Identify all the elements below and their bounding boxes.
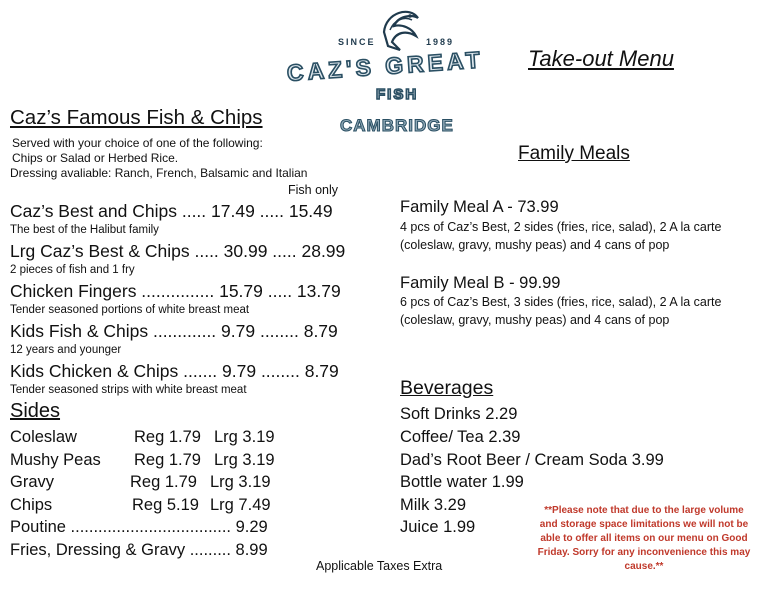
dressing-text: Dressing avaliable: Ranch, French, Balsamic and Italian (10, 166, 308, 180)
family-meal-title: Family Meal A - 73.99 (400, 198, 559, 216)
poutine-line: Poutine ................................... 9.29 (10, 518, 268, 536)
list-item: Kids Fish & Chips ............. 9.79 ........ 8.79 (10, 321, 338, 341)
side-lrg: Lrg 3.19 (214, 451, 275, 469)
fish-only-label: Fish only (288, 183, 339, 197)
family-meals-heading: Family Meals (518, 143, 630, 164)
side-reg: Reg 1.79 (134, 428, 201, 446)
side-name: Gravy (10, 473, 55, 491)
logo-city: CAMBRIDGE (340, 116, 454, 135)
family-meal-desc: (coleslaw, gravy, mushy peas) and 4 cans of pop (400, 313, 670, 327)
side-name: Chips (10, 496, 53, 514)
beverages-heading: Beverages (400, 377, 494, 399)
list-item: Juice 1.99 (400, 518, 476, 536)
fries-dressing-gravy-line: Fries, Dressing & Gravy ......... 8.99 (10, 541, 268, 559)
side-name: Mushy Peas (10, 451, 101, 469)
logo-since: SINCE (338, 37, 376, 47)
side-lrg: Lrg 3.19 (214, 428, 275, 446)
side-name: Coleslaw (10, 428, 77, 446)
served-text: Served with your choice of one of the following: (12, 136, 263, 150)
list-item: Chicken Fingers ............... 15.79 ..... 13.79 (10, 281, 341, 301)
list-item-desc: 12 years and younger (10, 344, 122, 356)
fish-chips-heading: Caz’s Famous Fish & Chips (10, 106, 263, 129)
list-item-desc: 2 pieces of fish and 1 fry (10, 264, 135, 276)
family-meal-title: Family Meal B - 99.99 (400, 274, 561, 292)
list-item-desc: Tender seasoned strips with white breast meat (10, 384, 247, 396)
fish-icon (376, 2, 424, 52)
side-reg: Reg 1.79 (134, 451, 201, 469)
list-item: Caz’s Best and Chips ..... 17.49 ..... 15.49 (10, 201, 333, 221)
list-item: Dad’s Root Beer / Cream Soda 3.99 (400, 451, 664, 469)
logo-year: 1989 (426, 37, 455, 47)
good-friday-notice: **Please note that due to the large volume and storage space limitations we will not be able to offer all items on our menu on Good Friday. Sorry for any inconvenience this may cause.** (537, 505, 751, 572)
menu-title: Take-out Menu (528, 46, 674, 71)
taxes-note: Applicable Taxes Extra (316, 559, 443, 573)
choices-text: Chips or Salad or Herbed Rice. (12, 151, 179, 165)
list-item: Soft Drinks 2.29 (400, 405, 518, 423)
list-item: Milk 3.29 (400, 496, 467, 514)
side-reg: Reg 1.79 (130, 473, 197, 491)
list-item: Lrg Caz’s Best & Chips ..... 30.99 ..... 28.99 (10, 241, 346, 261)
family-meal-desc: (coleslaw, gravy, mushy peas) and 4 cans of pop (400, 238, 670, 252)
list-item: Coffee/ Tea 2.39 (400, 428, 521, 446)
family-meal-desc: 4 pcs of Caz’s Best, 2 sides (fries, rice, salad), 2 A la carte (400, 220, 722, 234)
logo-name-line2: FISH (376, 86, 419, 103)
side-reg: Reg 5.19 (132, 496, 199, 514)
list-item-desc: The best of the Halibut family (10, 224, 159, 236)
family-meal-desc: 6 pcs of Caz’s Best, 3 sides (fries, rice, salad), 2 A la carte (400, 295, 722, 309)
list-item: Bottle water 1.99 (400, 473, 524, 491)
side-lrg: Lrg 7.49 (210, 496, 271, 514)
list-item: Kids Chicken & Chips ....... 9.79 ........ 8.79 (10, 361, 339, 381)
sides-heading: Sides (10, 400, 61, 422)
list-item-desc: Tender seasoned portions of white breast meat (10, 304, 250, 316)
logo-name-line1: CAZ'S GREAT (286, 46, 485, 86)
side-lrg: Lrg 3.19 (210, 473, 271, 491)
